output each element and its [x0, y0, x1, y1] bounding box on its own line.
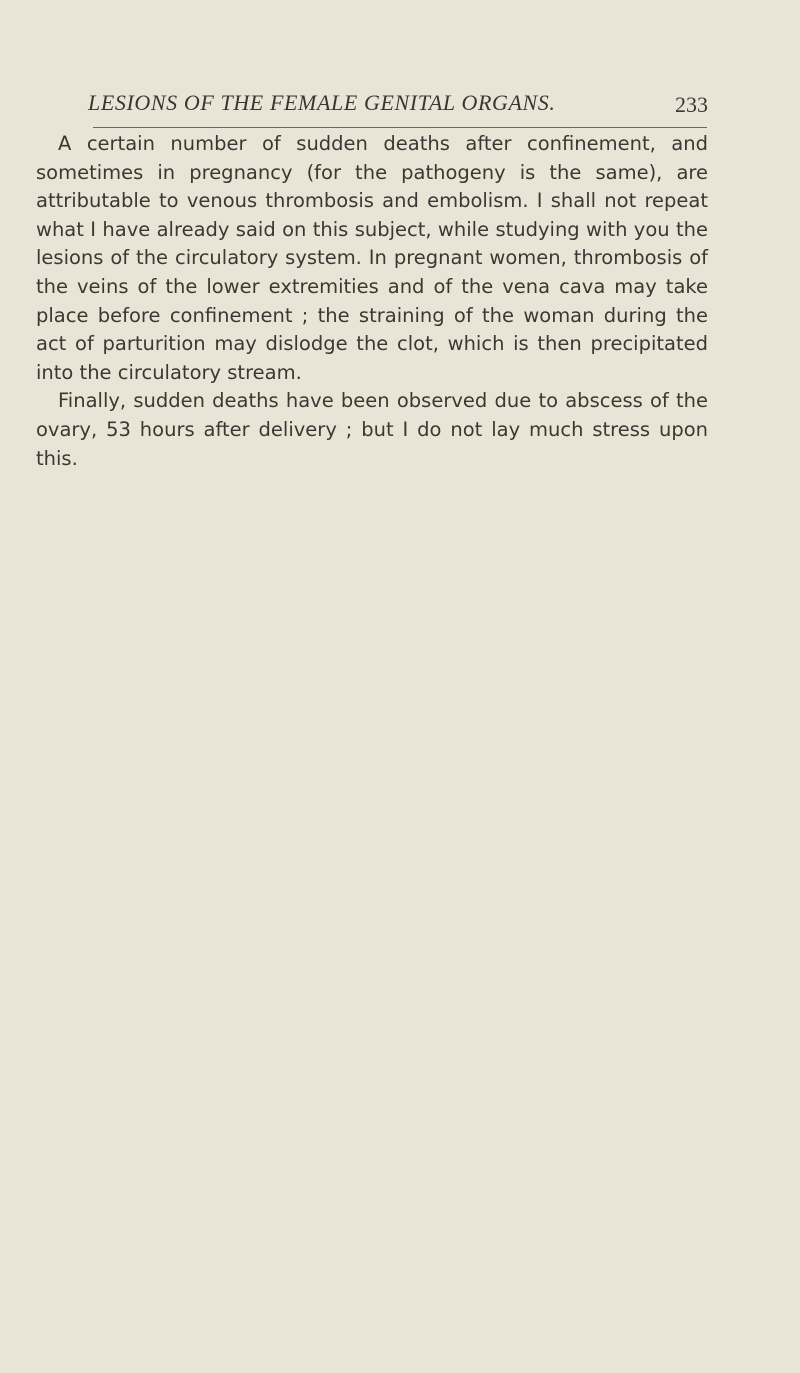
paragraph: A certain number of sudden deaths after confinement, and sometimes in pregnancy (for the pathogeny is the same), are attributable to venous thrombosis and embolism. I shall not repeat what I have already said on this subject, while studying with you the lesions of the circulatory system. In pregnant women, thrombosis of the veins of the lower extremities and of the vena cava may take place before confinement ; the straining of the woman during the act of parturition may dislodge the clot, which is then precipitated into the circulatory stream.: [36, 132, 708, 384]
running-title: LESIONS OF THE FEMALE GENITAL ORGANS.: [88, 90, 556, 115]
running-head: [88, 90, 712, 120]
paragraph: Finally, sudden deaths have been observed due to abscess of the ovary, 53 hours after delivery ; but I do not lay much stress upon this.: [36, 389, 708, 470]
body-text: [36, 130, 708, 473]
page-number: 233: [675, 92, 708, 117]
header-rule: [93, 127, 707, 128]
